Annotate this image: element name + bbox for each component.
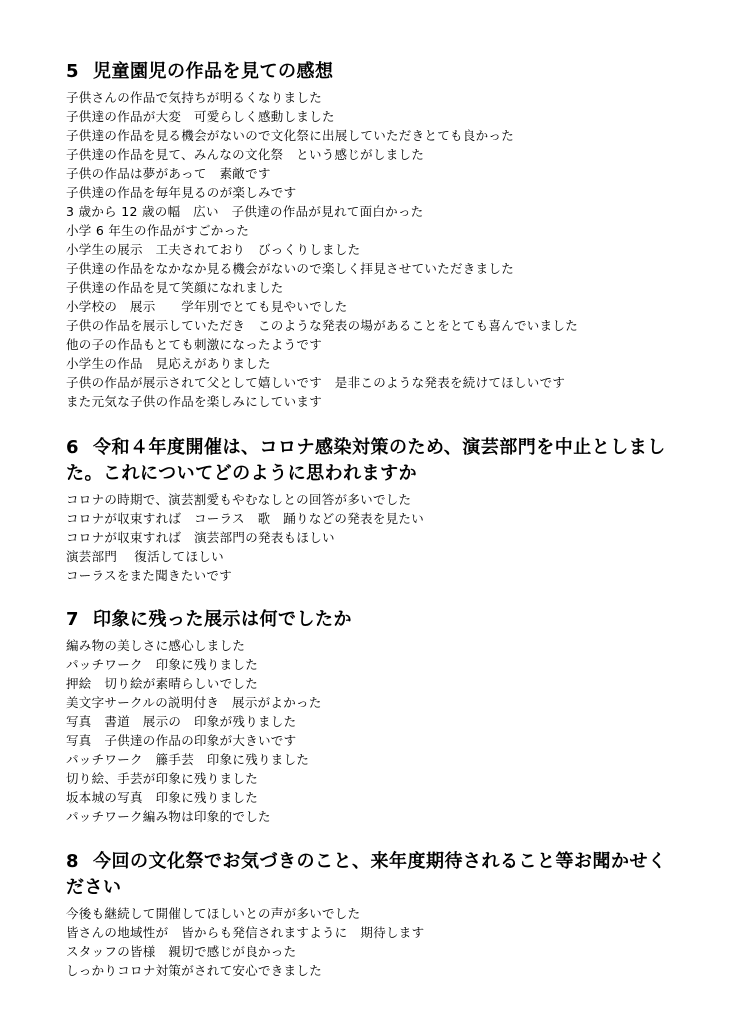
response-line: 小学 6 年生の作品がすごかった [66,223,250,238]
response-line: パッチワーク 印象に残りました [66,657,259,672]
response-line: 小学生の作品 見応えがありました [66,356,271,371]
response-line: 子供達の作品が大変 可愛らしく感動しました [66,109,335,124]
response-line: 他の子の作品もとても刺激になったようです [66,337,323,352]
response-line: コーラスをまた聞きたいです [66,568,233,583]
section-heading [66,849,676,901]
response-line: 子供さんの作品で気持ちが明るくなりました [66,90,323,105]
response-line: 子供達の作品を見る機会がないので文化祭に出展していただきとても良かった [66,128,515,143]
response-line: 3 歳から 12 歳の幅 広い 子供達の作品が見れて面白かった [66,204,424,219]
response-line: コロナが収束すれば 演芸部門の発表もほしい [66,530,335,545]
section-heading [66,435,676,487]
section-number: 8 [66,851,80,872]
response-line: しっかりコロナ対策がされて安心できました [66,963,323,978]
response-list [66,490,676,585]
section-5-children-works [66,59,676,411]
section-title: 令和４年度開催は、コロナ感染対策のため、演芸部門を中止としました。これについてどのように思われますか [66,437,666,484]
response-list [66,636,676,826]
response-line: 子供達の作品をなかなか見る機会がないので楽しく拝見させていただきました [66,261,515,276]
response-line: 小学生の展示 工夫されており びっくりしました [66,242,361,257]
response-line: 子供達の作品を見て、みんなの文化祭 という感じがしました [66,147,425,162]
response-line: 切り絵、手芸が印象に残りました [66,771,259,786]
response-line: 押絵 切り絵が素晴らしいでした [66,676,259,691]
section-7-memorable-exhibits [66,607,676,826]
response-line: 坂本城の写真 印象に残りました [66,790,259,805]
response-list [66,904,676,980]
response-line: 写真 子供達の作品の印象が大きいです [66,733,297,748]
section-number: 6 [66,437,80,458]
response-line: スタッフの皆様 親切で感じが良かった [66,944,297,959]
section-6-performing-arts [66,435,676,585]
response-line: 子供の作品が展示されて父として嬉しいです 是非このような発表を続けてほしいです [66,375,566,390]
response-line: 子供の作品を展示していただき このような発表の場があることをとても喜んでいました [66,318,579,333]
response-line: 皆さんの地域性が 皆からも発信されますように 期待します [66,925,425,940]
response-line: 写真 書道 展示の 印象が残りました [66,714,297,729]
response-line: 演芸部門 復活してほしい [66,549,224,564]
response-line: コロナが収束すれば コーラス 歌 踊りなどの発表を見たい [66,511,425,526]
response-line: 小学校の 展示 学年別でとても見やいでした [66,299,348,314]
response-line: 美文字サークルの説明付き 展示がよかった [66,695,322,710]
section-number: 5 [66,61,80,82]
response-line: また元気な子供の作品を楽しみにしています [66,394,323,409]
section-heading [66,59,676,85]
response-line: コロナの時期で、演芸割愛もやむなしとの回答が多いでした [66,492,412,507]
section-title: 児童園児の作品を見ての感想 [93,61,334,82]
section-title: 印象に残った展示は何でしたか [93,609,353,630]
section-title: 今回の文化祭でお気づきのこと、来年度期待されること等お聞かせください [66,851,667,898]
response-line: パッチワーク 籐手芸 印象に残りました [66,752,310,767]
response-line: 子供達の作品を見て笑顔になれました [66,280,284,295]
response-line: 子供達の作品を毎年見るのが楽しみです [66,185,297,200]
section-number: 7 [66,609,80,630]
response-line: 子供の作品は夢があって 素敵です [66,166,271,181]
response-line: 今後も継続して開催してほしいとの声が多いでした [66,906,361,921]
section-8-feedback [66,849,676,980]
response-line: パッチワーク編み物は印象的でした [66,809,271,824]
response-line: 編み物の美しさに感心しました [66,638,246,653]
section-heading [66,607,676,633]
response-list [66,88,676,411]
